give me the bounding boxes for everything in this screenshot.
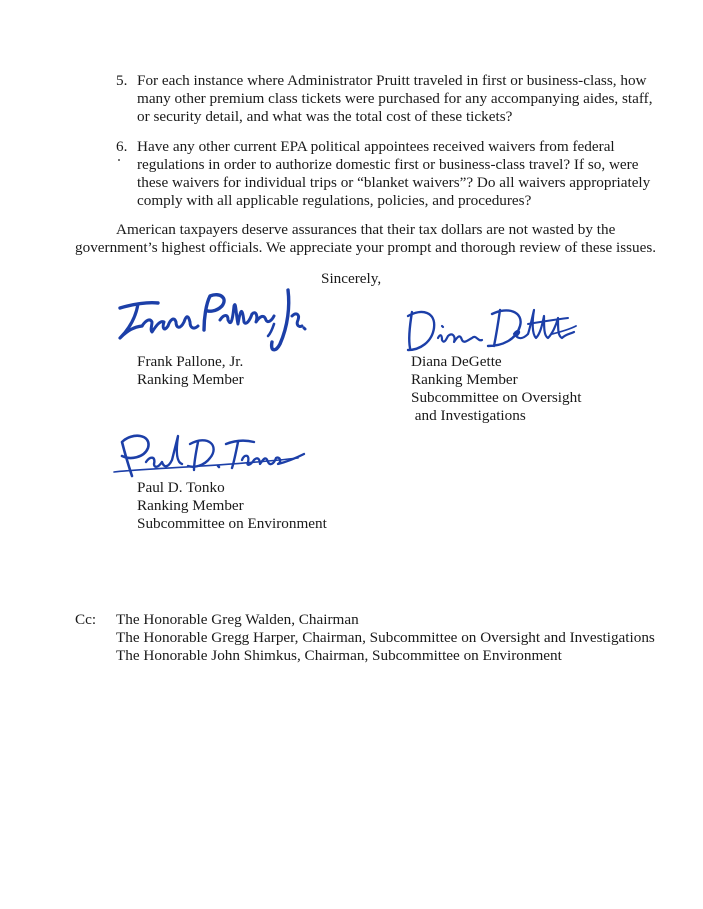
signer-title: Ranking Member xyxy=(137,371,244,388)
signer-name: Paul D. Tonko xyxy=(137,479,225,496)
cc-recipient: The Honorable Greg Walden, Chairman xyxy=(116,611,359,628)
signer-block-pallone xyxy=(137,353,244,389)
question-line: Have any other current EPA political appointees received waivers from federal xyxy=(137,138,615,155)
signature-paul-tonko xyxy=(110,428,306,486)
signer-title: Subcommittee on Environment xyxy=(137,515,327,532)
salutation: Sincerely, xyxy=(321,270,382,287)
question-line: many other premium class tickets were purchased for any accompanying aides, staff, xyxy=(137,90,653,107)
signer-block-tonko xyxy=(137,479,327,533)
question-line: these waivers for individual trips or “blanket waivers”? Do all waivers appropriately xyxy=(137,174,651,191)
signer-block-degette xyxy=(411,353,581,425)
signer-title: Subcommittee on Oversight xyxy=(411,389,582,406)
signer-name: Frank Pallone, Jr. xyxy=(137,353,244,370)
scan-mark xyxy=(118,159,120,161)
signature-frank-pallone xyxy=(112,286,312,358)
signer-name: Diana DeGette xyxy=(411,353,502,370)
signer-title: Ranking Member xyxy=(137,497,244,514)
question-number: 6. xyxy=(116,138,128,155)
signature-diana-degette xyxy=(402,304,580,356)
question-line: comply with all applicable regulations, policies, and procedures? xyxy=(137,192,532,209)
closing-line: American taxpayers deserve assurances that their tax dollars are not wasted by the xyxy=(116,221,616,238)
question-line: For each instance where Administrator Pruitt traveled in first or business-class, how xyxy=(137,72,647,89)
question-number: 5. xyxy=(116,72,128,89)
signer-title: Ranking Member xyxy=(411,371,518,388)
cc-recipient: The Honorable Gregg Harper, Chairman, Subcommittee on Oversight and Investigations xyxy=(116,629,655,646)
question-line: regulations in order to authorize domestic first or business-class travel? If so, were xyxy=(137,156,639,173)
cc-label: Cc: xyxy=(75,611,97,628)
signer-title: and Investigations xyxy=(411,407,526,424)
closing-line: government’s highest officials. We appreciate your prompt and thorough review of these issues. xyxy=(75,239,657,256)
cc-recipient: The Honorable John Shimkus, Chairman, Subcommittee on Environment xyxy=(116,647,562,664)
question-line: or security detail, and what was the total cost of these tickets? xyxy=(137,108,513,125)
